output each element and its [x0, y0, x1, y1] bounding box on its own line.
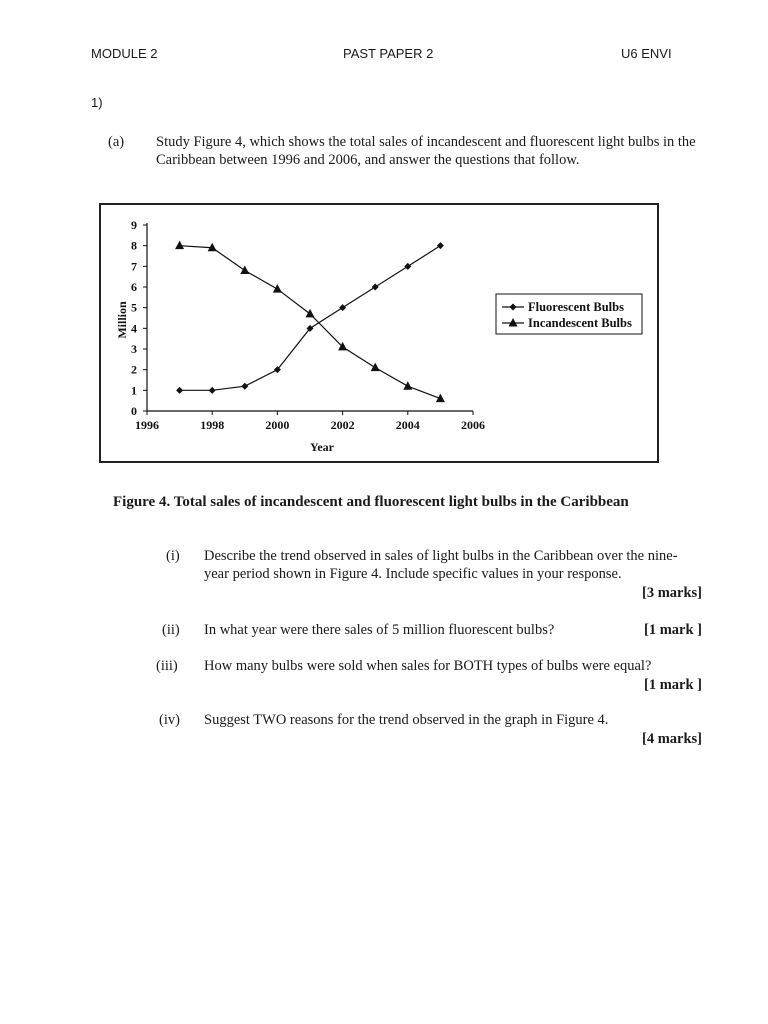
y-tick-label: 0	[131, 404, 137, 418]
question-iv-marks: [4 marks]	[641, 731, 702, 747]
x-tick-label: 2000	[265, 418, 290, 432]
incandescent-data-point	[306, 309, 315, 318]
y-tick-label: 1	[131, 383, 137, 398]
x-axis-label: Year	[310, 440, 334, 454]
question-ii-marks: [1 mark ]	[644, 622, 702, 638]
fluorescent-data-point	[176, 387, 183, 394]
question-ii	[156, 621, 702, 641]
part-a-label: (a)	[108, 134, 125, 150]
incandescent-data-point	[240, 265, 249, 274]
y-axis-label: Million	[115, 301, 129, 339]
y-tick-label: 2	[131, 362, 137, 377]
x-tick-label: 2006	[461, 418, 485, 432]
y-tick-label: 3	[131, 342, 137, 356]
fluorescent-data-point	[404, 263, 411, 270]
y-tick-label: 5	[131, 300, 137, 315]
question-i-marks: [3 marks]	[641, 585, 702, 601]
fluorescent-series-line	[180, 246, 441, 391]
question-i-label: (i)	[166, 548, 180, 564]
question-iv-label: (iv)	[159, 712, 180, 728]
incandescent-data-point	[371, 363, 380, 372]
incandescent-data-point	[175, 241, 184, 250]
question-iv	[156, 711, 702, 751]
y-tick-label: 6	[131, 280, 137, 294]
incandescent-series-line	[180, 246, 441, 399]
line-chart	[101, 205, 657, 461]
y-tick-label: 7	[131, 259, 137, 274]
question-i	[156, 547, 702, 601]
x-tick-label: 2002	[330, 418, 355, 432]
question-i-text: Describe the trend observed in sales of light bulbs in the Caribbean over the nine-year period shown in Figure 4. Include specific values in your response.	[204, 548, 678, 582]
x-tick-label: 1996	[135, 418, 159, 432]
fluorescent-data-point	[437, 242, 444, 249]
question-iii	[156, 657, 702, 697]
question-ii-text: In what year were there sales of 5 million fluorescent bulbs?	[204, 622, 555, 638]
y-tick-label: 4	[131, 321, 137, 336]
fluorescent-data-point	[339, 304, 346, 311]
header-title: PAST PAPER 2	[343, 46, 434, 61]
x-tick-label: 1998	[200, 418, 225, 432]
incandescent-data-point	[403, 381, 412, 390]
header-course: U6 ENVI	[621, 46, 672, 61]
question-iii-marks: [1 mark ]	[644, 677, 702, 693]
y-tick-label: 9	[131, 218, 137, 232]
fluorescent-data-point	[372, 284, 379, 291]
x-tick-label: 2004	[395, 418, 420, 432]
question-iv-text: Suggest TWO reasons for the trend observed in the graph in Figure 4.	[204, 712, 609, 728]
question-iii-text: How many bulbs were sold when sales for BOTH types of bulbs were equal?	[204, 658, 652, 674]
question-number: 1)	[91, 95, 103, 110]
part-a-text: Study Figure 4, which shows the total sales of incandescent and fluorescent light bulbs in the Caribbean between 1996 and 2006, and answer the questions that follow.	[156, 134, 696, 168]
question-iii-label: (iii)	[156, 658, 178, 674]
figure-caption: Figure 4. Total sales of incandescent and fluorescent light bulbs in the Caribbean	[113, 494, 629, 510]
figure-4-chart	[99, 203, 659, 463]
header-module: MODULE 2	[91, 46, 158, 61]
fluorescent-data-point	[241, 383, 248, 390]
y-tick-label: 8	[131, 238, 137, 253]
legend-label-fluorescent: Fluorescent Bulbs	[528, 300, 624, 314]
incandescent-data-point	[273, 284, 282, 293]
question-ii-label: (ii)	[162, 622, 180, 638]
fluorescent-data-point	[209, 387, 216, 394]
legend-label-incandescent: Incandescent Bulbs	[528, 316, 632, 330]
